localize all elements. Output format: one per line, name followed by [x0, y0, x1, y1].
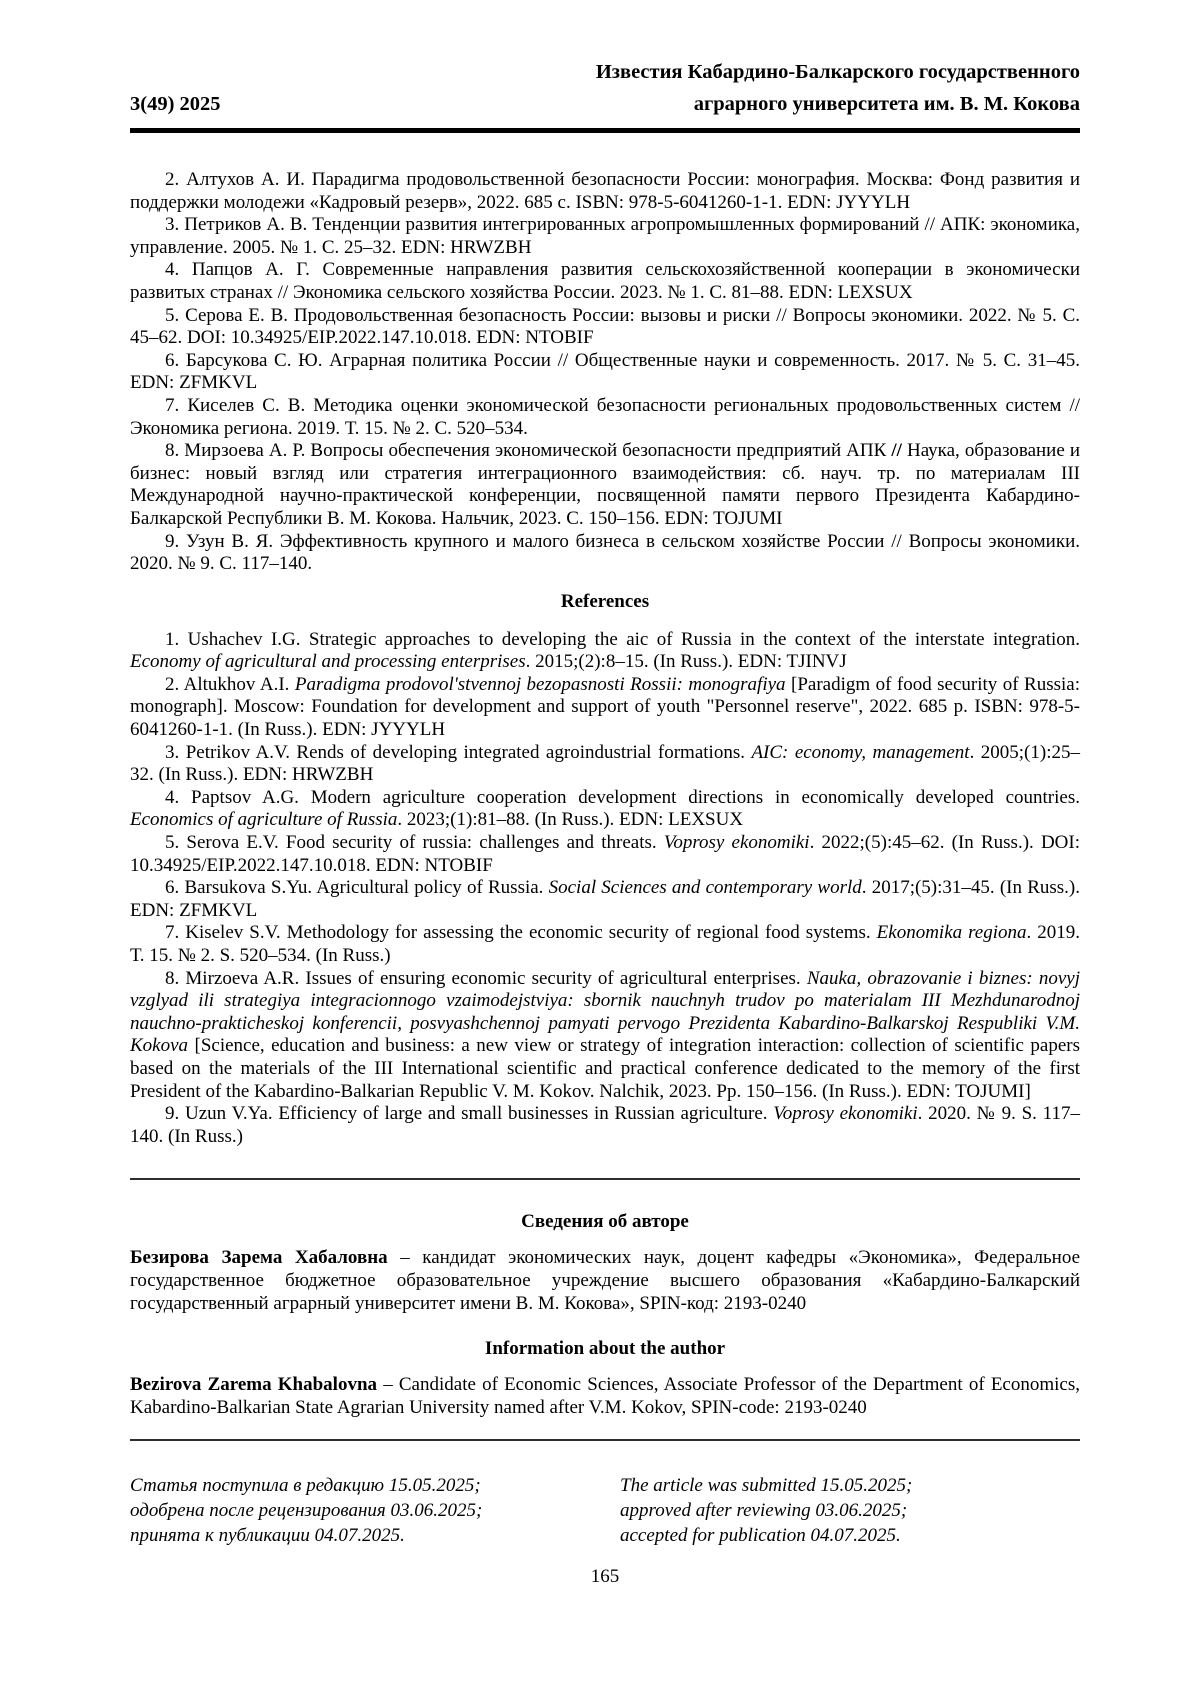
text-run: . 2005;(1):25–32. (In Russ.). EDN: HRWZBH — [130, 741, 1080, 786]
reference-item — [130, 305, 1080, 350]
references-heading: References — [560, 590, 650, 612]
reference-item — [130, 877, 1080, 922]
russian-references-list — [130, 169, 1080, 576]
header-rule — [130, 128, 1080, 133]
text-run: 8. Mirzoeva A.R. Issues of ensuring economic security of agricultural enterprises. — [165, 967, 807, 989]
bold-text: // — [891, 440, 902, 462]
italic-text: Nauka, obrazovanie i biznes: novyj vzglyad ili strategiya integracionnogo vzaimodejstviya: sbornik nauchnyh trudov po materialam III Mezhdunarodnoj nauchno-prakticheskoj konferencii, posvyashchennoj pamyati pervogo Prezidenta Kabardino-Balkarskoj Respubliki V.M. Kokova — [130, 967, 1080, 1057]
reference-item — [130, 629, 1080, 674]
reference-item — [130, 832, 1080, 877]
text-run: . 2022;(5):45–62. (In Russ.). DOI: 10.34925/EIP.2022.147.10.018. EDN: NTOBIF — [130, 832, 1081, 876]
italic-text: Paradigma prodovol'stvennoj bezopasnosti Rossii: monografiya — [294, 673, 786, 695]
text-run: 9. Uzun V.Ya. Efficiency of large and small businesses in Russian agriculture. — [165, 1103, 774, 1125]
submission-dates-en — [620, 1473, 1080, 1548]
text-run: 3. Петриков А. В. Тенденции развития интегрированных агропромышленных формирований // АПК: экономика, управление. 2005. № 1. С. 25–32. EDN: HRWZBH — [130, 214, 1080, 258]
text-run: 7. Киселев С. В. Методика оценки экономической безопасности региональных продовольственных систем // Экономика региона. 2019. Т. 15. № 2. С. 520–534. — [130, 394, 1080, 439]
author-info-en — [130, 1374, 1080, 1419]
text-run: . 2015;(2):8–15. (In Russ.). EDN: TJINVJ — [525, 651, 847, 673]
author-info-ru-heading: Сведения об авторе — [521, 1211, 689, 1233]
text-run: . 2023;(1):81–88. (In Russ.). EDN: LEXSUX — [397, 809, 744, 831]
italic-text: AIC: economy, management — [751, 741, 970, 763]
reference-item — [130, 787, 1080, 832]
text-run: . 2019. Т. 15. № 2. S. 520–534. (In Russ.) — [130, 922, 1081, 966]
text-run: 3. Petrikov A.V. Rends of developing integrated agroindustrial formations. — [165, 741, 752, 763]
english-references-list — [130, 629, 1080, 1149]
text-run: 2. Алтухов А. И. Парадигма продовольственной безопасности России: монография. Москва: Фонд развития и поддержки молодежи «Кадровый резерв», 2022. 685 с. ISBN: 978-5-6041260-1-1. EDN: JYYYLH — [130, 169, 1080, 213]
reference-item — [130, 169, 1080, 214]
reference-item — [130, 214, 1080, 259]
text-run: 7. Kiselev S.V. Methodology for assessing the economic security of regional food systems. — [165, 922, 877, 944]
bold-text: Безирова Зарема Хабаловна — [130, 1247, 388, 1269]
page-number: 165 — [590, 1566, 620, 1588]
text-run: 4. Папцов А. Г. Современные направления развития сельскохозяйственной кооперации в экономически развитых странах // Экономика сельского хозяйства России. 2023. № 1. С. 81–88. EDN: LEXSUX — [130, 259, 1080, 303]
italic-text: Ekonomika regiona — [876, 922, 1027, 944]
text-run: [Paradigm of food security of Russia: monograph]. Moscow: Foundation for development and support of youth "Personnel reserve", 2022. 685 p. ISBN: 978-5-6041260-1-1. (In Russ.). EDN: JYYYLH — [130, 673, 1080, 741]
reference-item — [130, 259, 1080, 304]
reference-item — [130, 922, 1080, 967]
text-run: 2. Altukhov A.I. — [165, 673, 295, 695]
date-line: The article was submitted 15.05.2025; — [620, 1475, 913, 1497]
text-run: – кандидат экономических наук, доцент кафедры «Экономика», Федеральное государственное бюджетное образовательное учреждение высшего образования «Кабардино-Балкарский государственный аграрный университет имени В. М. Кокова», SPIN-код: 2193-0240 — [130, 1247, 1080, 1314]
reference-item — [130, 350, 1080, 395]
text-run: 6. Барсукова С. Ю. Аграрная политика России // Общественные науки и современность. 2017. № 5. С. 31–45. EDN: ZFMKVL — [130, 349, 1080, 394]
submission-dates — [130, 1473, 1080, 1548]
italic-text: Economy of agricultural and processing enterprises — [130, 651, 526, 673]
date-line: approved after reviewing 03.06.2025; — [620, 1500, 908, 1522]
text-run: 1. Ushachev I.G. Strategic approaches to developing the aic of Russia in the context of the interstate integration. — [165, 628, 1080, 650]
text-run: [Science, education and business: a new view or strategy of integration interaction: collection of scientific papers based on the materials of the III International scientific and practical conference dedicated to the memory of the first President of the Kabardino-Balkarian Republic V. M. Kokov. Nalchik, 2023. Pp. 150–156. (In Russ.). EDN: TOJUMI] — [130, 1035, 1080, 1102]
reference-item — [130, 531, 1080, 576]
text-run: 5. Serova E.V. Food security of russia: challenges and threats. — [165, 832, 664, 854]
journal-header — [130, 56, 1080, 120]
text-run: . 2017;(5):31–45. (In Russ.). EDN: ZFMKVL — [130, 877, 1080, 921]
submission-divider — [130, 1439, 1080, 1441]
reference-item — [130, 742, 1080, 787]
issue-number: 3(49) 2025 — [130, 93, 221, 115]
date-line: принята к публикации 04.07.2025. — [130, 1525, 405, 1547]
journal-title-line2: аграрного университета им. В. М. Кокова — [693, 93, 1080, 115]
reference-item — [130, 1103, 1080, 1148]
text-run: 4. Paptsov A.G. Modern agriculture cooperation development directions in economically developed countries. — [165, 786, 1080, 808]
journal-title-line1: Известия Кабардино-Балкарского государственного — [595, 61, 1080, 83]
italic-text: Economics of agriculture of Russia — [130, 809, 398, 831]
text-run: 5. Серова Е. В. Продовольственная безопасность России: вызовы и риски // Вопросы экономики. 2022. № 5. С. 45–62. DOI: 10.34925/EIP.2022.147.10.018. EDN: NTOBIF — [130, 304, 1080, 349]
date-line: одобрена после рецензирования 03.06.2025; — [130, 1500, 483, 1522]
italic-text: Social Sciences and contemporary world — [548, 877, 862, 899]
date-line: Статья поступила в редакцию 15.05.2025; — [130, 1475, 481, 1497]
submission-dates-ru — [130, 1473, 620, 1548]
text-run: Наука, образование и бизнес: новый взгляд или стратегия интеграционного взаимодействия: сб. науч. тр. по материалам III Международной научно-практической конференции, посвященной памяти первого Президента Кабардино-Балкарской Республики В. М. Кокова. Нальчик, 2023. С. 150–156. EDN: TOJUMI — [130, 440, 1080, 529]
text-run: 6. Barsukova S.Yu. Agricultural policy of Russia. — [165, 877, 549, 899]
reference-item — [130, 968, 1080, 1104]
reference-item — [130, 440, 1080, 530]
journal-title — [596, 56, 1080, 120]
text-run: – Candidate of Economic Sciences, Associate Professor of the Department of Economics, Kabardino-Balkarian State Agrarian University named after V.M. Kokov, SPIN-code: 2193-0240 — [130, 1374, 1080, 1418]
text-run: 9. Узун В. Я. Эффективность крупного и малого бизнеса в сельском хозяйстве России // Вопросы экономики. 2020. № 9. С. 117–140. — [130, 530, 1080, 575]
text-run: . 2020. № 9. S. 117–140. (In Russ.) — [130, 1103, 1080, 1147]
date-line: accepted for publication 04.07.2025. — [620, 1525, 901, 1547]
italic-text: Voprosy ekonomiki — [663, 832, 810, 854]
text-run: 8. Мирзоева А. Р. Вопросы обеспечения экономической безопасности предприятий АПК — [165, 440, 892, 462]
reference-item — [130, 395, 1080, 440]
author-info-ru — [130, 1247, 1080, 1315]
italic-text: Voprosy ekonomiki — [773, 1103, 918, 1125]
author-info-en-heading: Information about the author — [484, 1338, 726, 1360]
author-section-divider — [130, 1178, 1080, 1180]
reference-item — [130, 674, 1080, 742]
bold-text: Bezirova Zarema Khabalovna — [130, 1374, 378, 1396]
